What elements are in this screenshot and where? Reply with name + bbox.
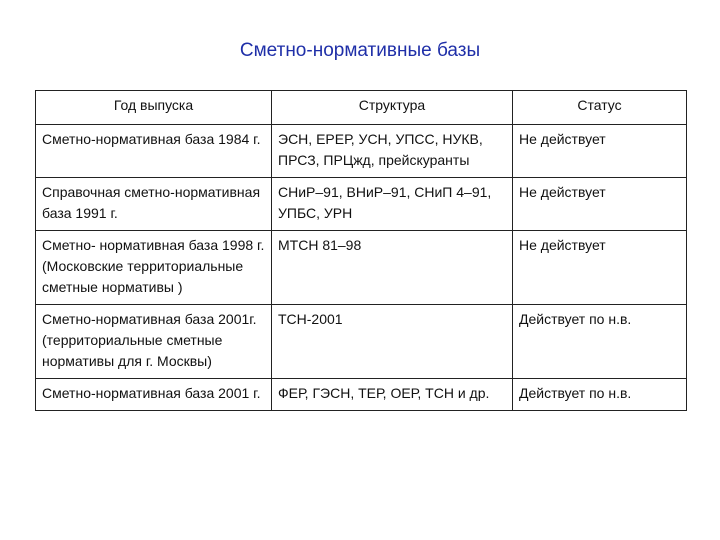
cell-status: Не действует bbox=[513, 178, 687, 231]
cell-structure: ЭСН, ЕРЕР, УСН, УПСС, НУКВ, ПРСЗ, ПРЦжд, прейскуранты bbox=[272, 125, 513, 178]
cell-status: Действует по н.в. bbox=[513, 379, 687, 411]
page-title: Сметно-нормативные базы bbox=[239, 40, 481, 61]
normative-bases-table bbox=[35, 90, 687, 411]
cell-structure: ФЕР, ГЭСН, ТЕР, ОЕР, ТСН и др. bbox=[272, 379, 513, 411]
table-row bbox=[36, 231, 687, 305]
cell-year: Сметно-нормативная база 2001г. (территориальные сметные нормативы для г. Москвы) bbox=[36, 305, 272, 379]
cell-structure: СНиР–91, ВНиР–91, СНиП 4–91, УПБС, УРН bbox=[272, 178, 513, 231]
cell-year: Справочная сметно-нормативная база 1991 г. bbox=[36, 178, 272, 231]
cell-year: Сметно-нормативная база 1984 г. bbox=[36, 125, 272, 178]
cell-year: Сметно- нормативная база 1998 г. (Московские территориальные сметные нормативы ) bbox=[36, 231, 272, 305]
table-row bbox=[36, 305, 687, 379]
cell-structure: МТСН 81–98 bbox=[272, 231, 513, 305]
column-header-year: Год выпуска bbox=[36, 91, 272, 125]
cell-year: Сметно-нормативная база 2001 г. bbox=[36, 379, 272, 411]
column-header-structure: Структура bbox=[272, 91, 513, 125]
cell-status: Не действует bbox=[513, 125, 687, 178]
cell-status: Не действует bbox=[513, 231, 687, 305]
table-row bbox=[36, 379, 687, 411]
column-header-status: Статус bbox=[513, 91, 687, 125]
table-header-row bbox=[36, 91, 687, 125]
cell-status: Действует по н.в. bbox=[513, 305, 687, 379]
table-row bbox=[36, 125, 687, 178]
table-row bbox=[36, 178, 687, 231]
cell-structure: ТСН-2001 bbox=[272, 305, 513, 379]
